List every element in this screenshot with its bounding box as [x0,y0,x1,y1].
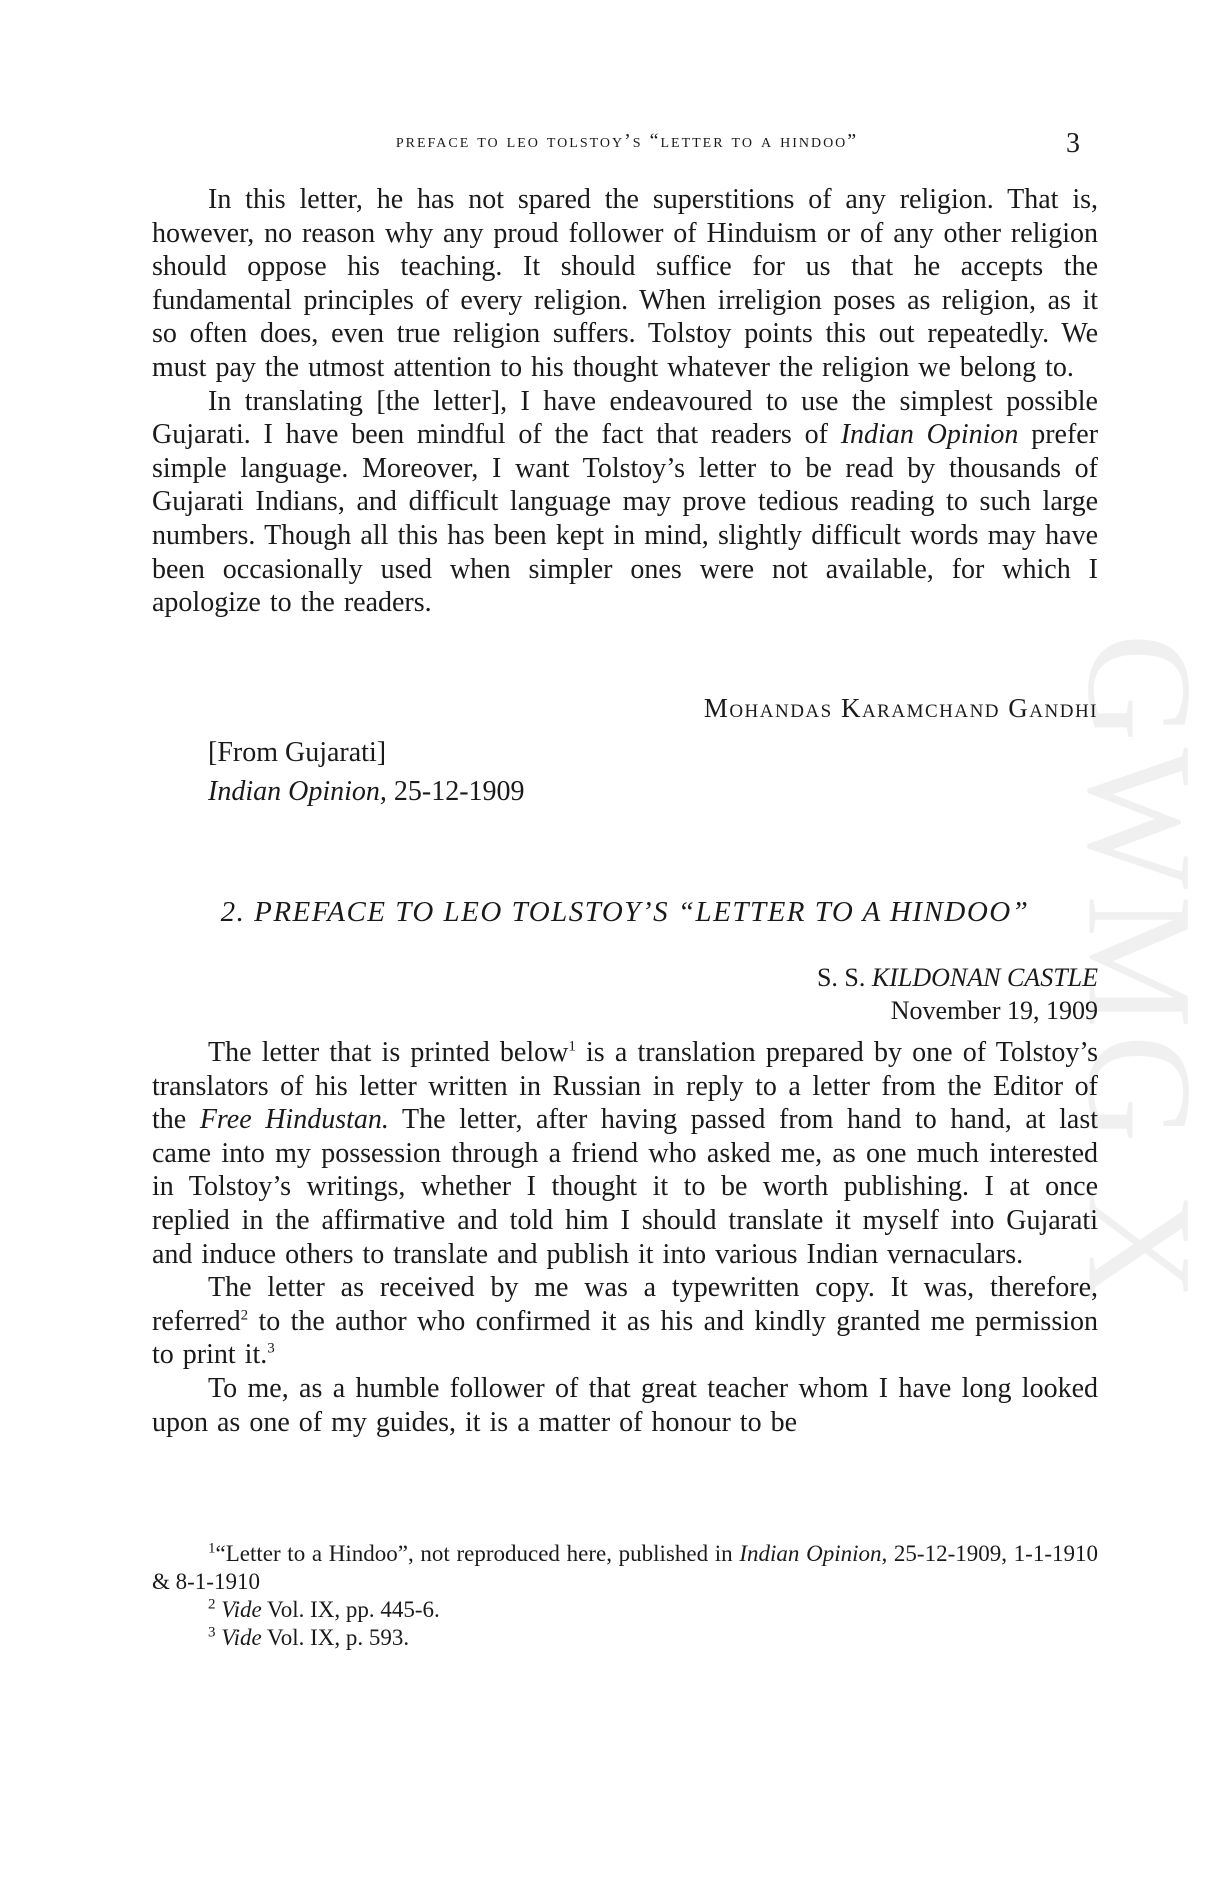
footnote-2 [152,1596,1098,1624]
footnotes [152,1540,1098,1652]
paragraph-religion: In this letter, he has not spared the superstitions of any religion. That is, however, no reason why any proud follower of Hinduism or of any other religion should oppose his teaching. It should suffice for us that he accepts the fundamental principles of every religion. When irreligion poses as religion, as it so often does, even true religion suffers. Tolstoy points this out repeatedly. We must pay the utmost attention to his thought whatever the religion we belong to. [152,184,1098,383]
dateline-ship [152,963,1098,993]
article-continuation [152,183,1098,620]
running-head: preface to leo tolstoy’s “letter to a hindoo” [395,130,859,152]
footnote-ref: 3 [267,1341,275,1358]
source-date: 25-12-1909 [393,776,525,807]
paragraph-text: The letter that is printed below [208,1037,569,1068]
paragraph-text: to the author who confirmed it as his and kindly granted me permission to print it. [152,1305,1099,1371]
paragraph-text: prefer simple language. Moreover, I want Tolstoy’s letter to be read by thousands of Gujarati Indians, and difficult language may prove tedious reading to such large numbers. Though all this has been kept in mind, slightly difficult words may have been occasionally used when simpler ones were not available, for which I apologize to the readers. [152,419,1099,619]
footnote-text: Vol. IX, p. 593. [267,1625,410,1650]
footnote-vide: Vide [221,1597,262,1622]
footnote-mark: 2 [208,1596,216,1613]
dateline-date: November 19, 1909 [890,996,1098,1025]
footnote-1 [152,1540,1098,1596]
paragraph-text: In translating [the letter], I have endeavoured to use the simplest possible Gujarati. I have been mindful of the fact that readers of [152,385,1098,451]
paragraph-translating [152,385,1098,620]
preface-body [152,1036,1098,1439]
footnote-ref: 1 [568,1038,576,1055]
publication-name: Indian Opinion, [739,1541,888,1566]
footnote-3 [152,1624,1098,1652]
publication-name: Indian Opinion, [208,776,387,807]
footnote-vide: Vide [221,1625,262,1650]
source-publication [208,776,525,808]
ship-name: KILDONAN CASTLE [871,963,1098,992]
source-from: [From Gujarati] [208,737,387,768]
author-signature: Mohandas Karamchand Gandhi [703,693,1098,723]
publication-name: Free Hindustan. [199,1104,389,1136]
footnote-mark: 1 [208,1540,216,1557]
footnote-ref: 2 [240,1307,249,1324]
paragraph-typewritten [152,1271,1098,1372]
paragraph-humble-follower: To me, as a humble follower of that great teacher whom I have long looked upon as one of my guides, it is a matter of honour to be [152,1372,1098,1438]
watermark-text: GWMG X [1056,633,1223,1307]
paragraph-text: The letter, after having passed from hand to hand, at last came into my possession through a friend who asked me, as one much interested in Tolstoy’s writings, whether I thought it to be worth publishing. I at once replied in the affirmative and told him I should translate it myself into Gujarati and induce others to translate and publish it into various Indian vernaculars. [152,1104,1099,1270]
footnote-text: “Letter to a Hindoo”, not reproduced here, published in [215,1541,733,1566]
paragraph-letter-printed [152,1036,1098,1271]
footnote-mark: 3 [208,1624,216,1641]
section-title: 2. PREFACE TO LEO TOLSTOY’S “LETTER TO A HINDOO” [220,896,1030,928]
paragraph-text: The letter as received by me was a typewritten copy. It was, therefore, referred [152,1272,1098,1337]
ship-prefix: S. S. [816,963,866,992]
paragraph-text: is a translation prepared by one of Tolstoy’s translators of his letter written in Russian in reply to a letter from the Editor of the [152,1037,1098,1136]
footnote-text: Vol. IX, pp. 445-6. [267,1597,440,1622]
footnote-text: 25-12-1909, 1-1-1910 & 8-1-1910 [152,1541,1098,1594]
publication-name: Indian Opinion [840,419,1019,451]
page-number: 3 [1066,128,1080,159]
